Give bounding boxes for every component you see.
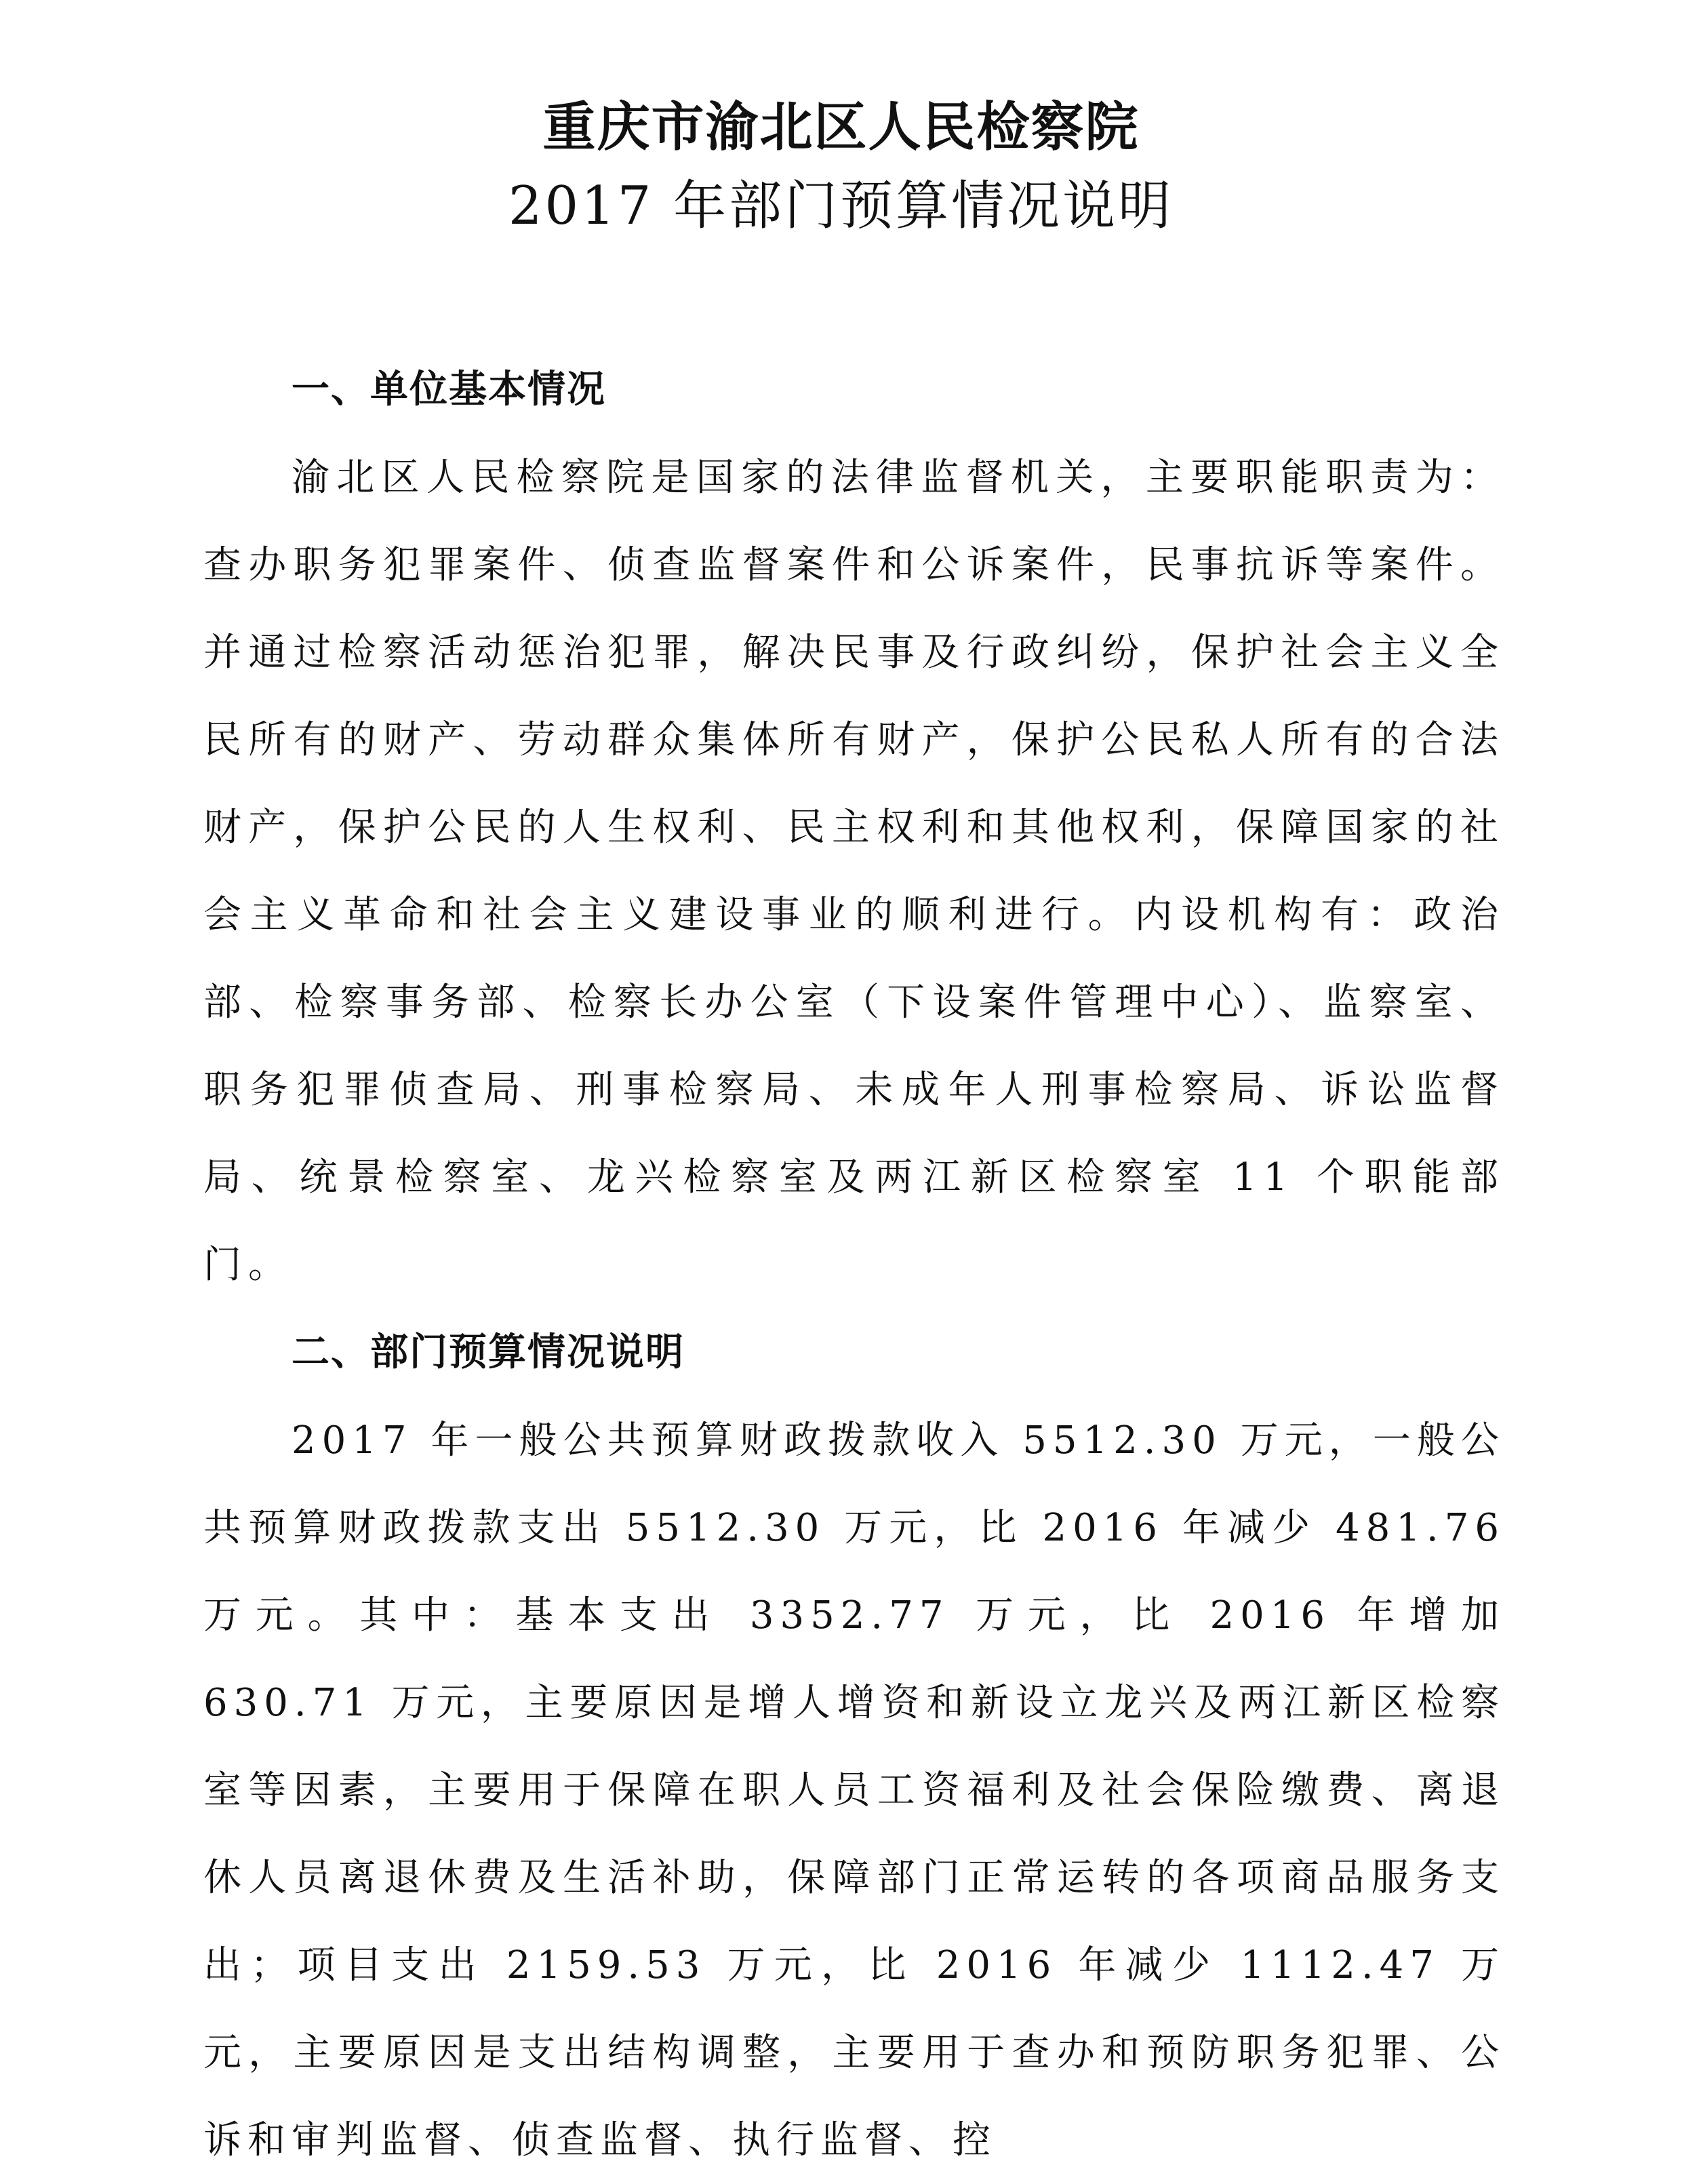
section-1-paragraph: 渝北区人民检察院是国家的法律监督机关，主要职能职责为：查办职务犯罪案件、侦查监督案件和公诉案件，民事抗诉等案件。并通过检察活动惩治犯罪，解决民事及行政纠纷，保护社会主义全民所有的财产、劳动群众集体所有财产，保护公民私人所有的合法财产，保护公民的人生权利、民主权利和其他权利，保障国家的社会主义革命和社会主义建设事业的顺利进行。内设机构有：政治部、检察事务部、检察长办公室（下设案件管理中心）、监察室、职务犯罪侦查局、刑事检察局、未成年人刑事检察局、诉讼监督局、统景检察室、龙兴检察室及两江新区检察室 11 个职能部门。 xyxy=(203,456,1506,1287)
section-1-heading: 一、单位基本情况 xyxy=(292,368,606,412)
title-line-2: 2017 年部门预算情况说明 xyxy=(508,176,1174,237)
title-line-1: 重庆市渝北区人民检察院 xyxy=(542,96,1140,158)
document-body xyxy=(203,346,1505,2184)
section-2-heading: 二、部门预算情况说明 xyxy=(292,1330,685,1374)
section-2-paragraph: 2017 年一般公共预算财政拨款收入 5512.30 万元，一般公共预算财政拨款支出 5512.30 万元，比 2016 年减少 481.76 万元。其中：基本支出 3352.77 万元，比 2016 年增加 630.71 万元，主要原因是增人增资和新设立龙兴及两江新区检察室等因素，主要用于保障在职人员工资福利及社会保险缴费、离退休人员离退休费及生活补助，保障部门正常运转的各项商品服务支出；项目支出 2159.53 万元，比 2016 年减少 1112.47 万元，主要原因是支出结构调整，主要用于查办和预防职务犯罪、公诉和审判监督、侦查监督、执行监督、控 xyxy=(203,1418,1505,2162)
document-title xyxy=(0,88,1682,245)
